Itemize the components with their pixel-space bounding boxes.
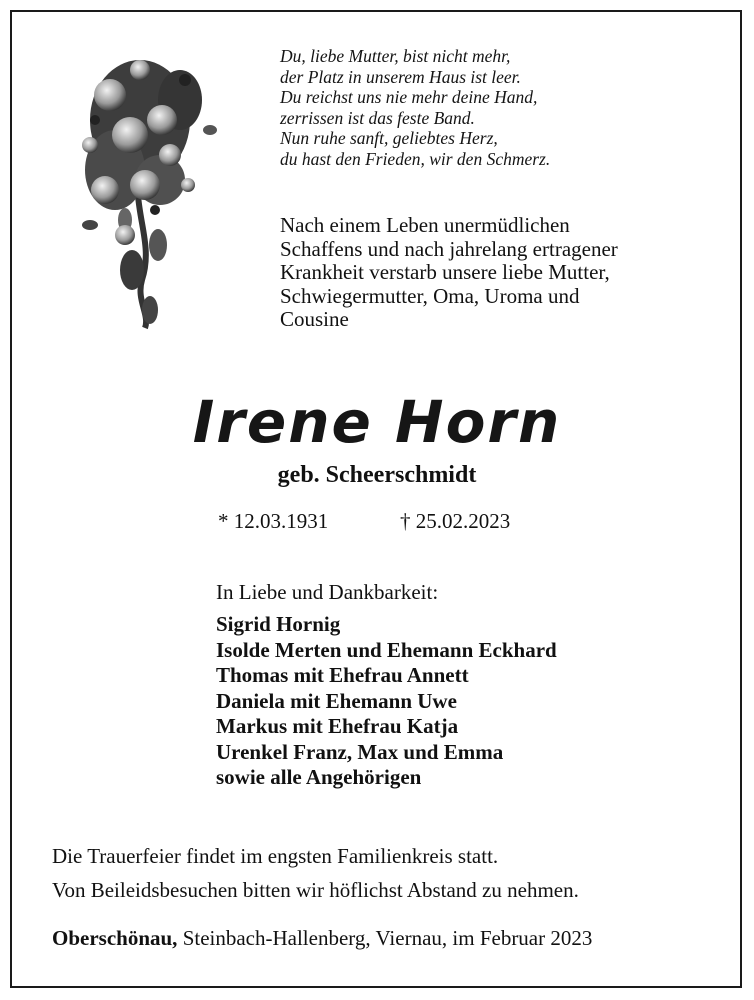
- intro-line: Schaffens und nach jahrelang ertragener: [280, 236, 618, 261]
- deceased-name: Irene Horn: [192, 388, 562, 456]
- place-bold: Oberschönau,: [52, 926, 178, 950]
- mourner-name: Isolde Merten und Ehemann Eckhard: [216, 637, 557, 662]
- intro-line: Nach einem Leben unermüdlichen: [280, 213, 570, 237]
- intro-text: [280, 214, 618, 332]
- funeral-notice: Die Trauerfeier findet im engsten Familienkreis statt.: [52, 844, 499, 868]
- mourner-name: Thomas mit Ehefrau Annett: [216, 663, 469, 687]
- place-date-line: [52, 926, 592, 951]
- gratitude-heading: In Liebe und Dankbarkeit:: [216, 580, 439, 604]
- poem-line: du hast den Frieden, wir den Schmerz.: [280, 148, 551, 169]
- mourner-name: Daniela mit Ehemann Uwe: [216, 688, 457, 713]
- poem-line: zerrissen ist das feste Band.: [280, 107, 475, 128]
- place-rest: Steinbach-Hallenberg, Viernau, im Februar 2023: [177, 926, 593, 950]
- poem-line: Du, liebe Mutter, bist nicht mehr,: [280, 46, 511, 66]
- poem-line: Du reichst uns nie mehr deine Hand,: [280, 87, 538, 108]
- maiden-name: geb. Scheerschmidt: [277, 462, 477, 488]
- death-date: † 25.02.2023: [400, 509, 511, 533]
- mourner-name: sowie alle Angehörigen: [216, 765, 422, 789]
- birth-date: * 12.03.1931: [218, 509, 329, 533]
- mourner-name: Markus mit Ehefrau Katja: [216, 714, 459, 738]
- mourner-name: Urenkel Franz, Max und Emma: [216, 739, 504, 764]
- mourner-name: Sigrid Hornig: [216, 612, 341, 636]
- intro-line: Krankheit verstarb unsere liebe Mutter,: [280, 260, 610, 285]
- poem-verse: [280, 46, 550, 170]
- flower-bouquet-icon: [70, 40, 220, 330]
- poem-line: Nun ruhe sanft, geliebtes Herz,: [280, 128, 498, 149]
- mourners-list: [216, 612, 557, 791]
- intro-line: Cousine: [280, 307, 349, 332]
- poem-line: der Platz in unserem Haus ist leer.: [280, 66, 521, 87]
- condolence-notice: Von Beileidsbesuchen bitten wir höflichst Abstand zu nehmen.: [52, 878, 579, 902]
- intro-line: Schwiegermutter, Oma, Uroma und: [280, 283, 580, 308]
